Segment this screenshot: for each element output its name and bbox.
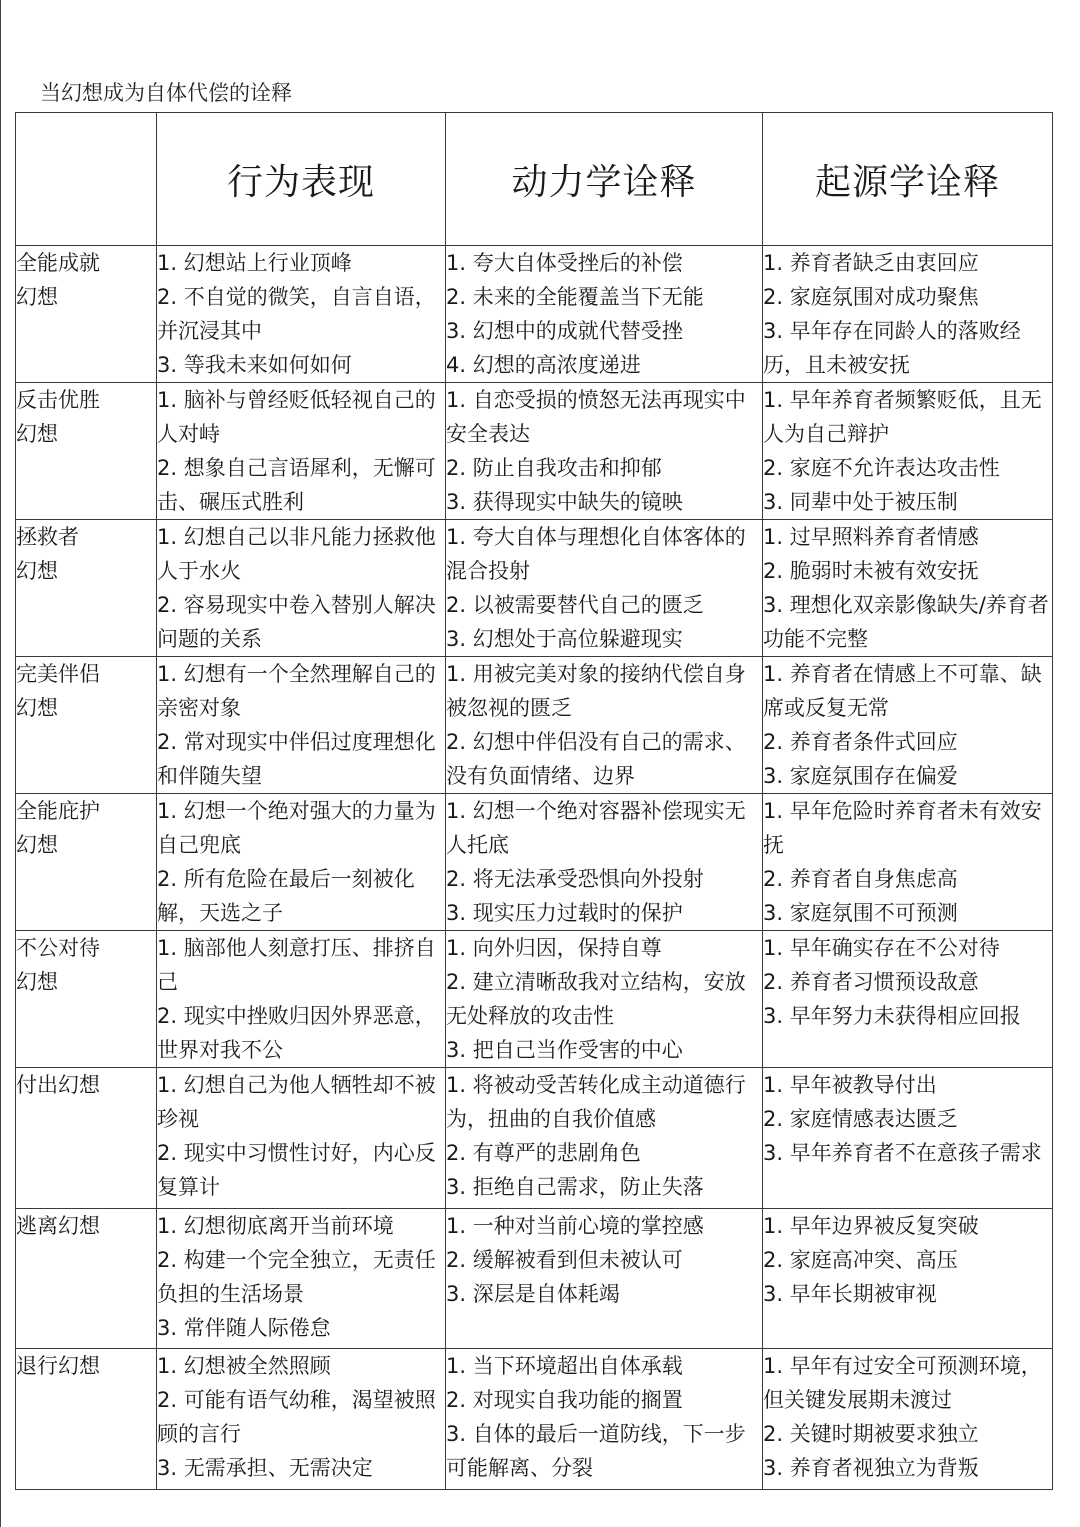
dynamics-item: 1. 幻想一个绝对容器补偿现实无人托底 — [446, 799, 746, 857]
dynamics-cell — [446, 794, 763, 931]
dynamics-item: 2. 幻想中伴侣没有自己的需求、没有负面情绪、边界 — [446, 730, 746, 788]
dynamics-item: 2. 防止自我攻击和抑郁 — [446, 456, 662, 480]
origin-item: 1. 早年危险时养育者未有效安抚 — [763, 799, 1042, 857]
dynamics-cell — [446, 931, 763, 1068]
behavior-cell — [157, 520, 446, 657]
row-label-line: 不公对待 — [16, 936, 100, 960]
dynamics-item: 2. 缓解被看到但未被认可 — [446, 1248, 683, 1272]
row-label — [16, 520, 157, 657]
behavior-item: 1. 幻想一个绝对强大的力量为自己兜底 — [157, 799, 436, 857]
behavior-item: 2. 现实中挫败归因外界恶意，世界对我不公 — [157, 1004, 436, 1062]
dynamics-item: 2. 建立清晰敌我对立结构，安放无处释放的攻击性 — [446, 970, 746, 1028]
table-row — [16, 1068, 1053, 1209]
dynamics-item: 3. 自体的最后一道防线，下一步可能解离、分裂 — [446, 1422, 746, 1480]
origin-item: 3. 早年存在同龄人的落败经历，且未被安抚 — [763, 319, 1021, 377]
origin-item: 2. 家庭氛围对成功聚焦 — [763, 285, 979, 309]
header-corner-cell — [16, 113, 157, 246]
origin-item: 2. 脆弱时未被有效安抚 — [763, 559, 979, 583]
dynamics-item: 1. 夸大自体与理想化自体客体的混合投射 — [446, 525, 746, 583]
behavior-item: 3. 常伴随人际倦怠 — [157, 1316, 331, 1340]
dynamics-item: 1. 用被完美对象的接纳代偿自身被忽视的匮乏 — [446, 662, 746, 720]
header-origin: 起源学诠释 — [763, 113, 1053, 246]
row-label-line: 幻想 — [16, 833, 58, 857]
row-label-line: 幻想 — [16, 285, 58, 309]
behavior-item: 1. 幻想自己以非凡能力拯救他人于水火 — [157, 525, 436, 583]
behavior-cell — [157, 1209, 446, 1349]
origin-item: 1. 早年有过安全可预测环境，但关键发展期未渡过 — [763, 1354, 1042, 1412]
origin-cell — [763, 1209, 1053, 1349]
table-row — [16, 383, 1053, 520]
origin-item: 2. 养育者自身焦虑高 — [763, 867, 958, 891]
origin-cell — [763, 794, 1053, 931]
table-row — [16, 794, 1053, 931]
dynamics-cell — [446, 246, 763, 383]
behavior-item: 2. 想象自己言语犀利，无懈可击、碾压式胜利 — [157, 456, 436, 514]
dynamics-item: 3. 幻想中的成就代替受挫 — [446, 319, 683, 343]
behavior-item: 1. 脑补与曾经贬低轻视自己的人对峙 — [157, 388, 436, 446]
behavior-item: 2. 现实中习惯性讨好，内心反复算计 — [157, 1141, 436, 1199]
table-row — [16, 931, 1053, 1068]
origin-cell — [763, 246, 1053, 383]
document-title: 当幻想成为自体代偿的诠释 — [40, 81, 292, 105]
origin-item: 3. 家庭氛围存在偏爱 — [763, 764, 958, 788]
behavior-item: 1. 幻想有一个全然理解自己的亲密对象 — [157, 662, 436, 720]
behavior-item: 2. 常对现实中伴侣过度理想化和伴随失望 — [157, 730, 436, 788]
dynamics-item: 3. 现实压力过载时的保护 — [446, 901, 683, 925]
row-label-line: 反击优胜 — [16, 388, 100, 412]
origin-item: 3. 早年长期被审视 — [763, 1282, 937, 1306]
origin-item: 3. 早年养育者不在意孩子需求 — [763, 1141, 1042, 1165]
row-label — [16, 794, 157, 931]
row-label-line: 拯救者 — [16, 525, 79, 549]
row-label: 逃离幻想 — [16, 1209, 157, 1349]
origin-item: 1. 早年养育者频繁贬低，且无人为自己辩护 — [763, 388, 1042, 446]
origin-item: 2. 养育者习惯预设敌意 — [763, 970, 979, 994]
dynamics-item: 3. 深层是自体耗竭 — [446, 1282, 620, 1306]
dynamics-item: 3. 获得现实中缺失的镜映 — [446, 490, 683, 514]
origin-item: 3. 家庭氛围不可预测 — [763, 901, 958, 925]
dynamics-item: 2. 对现实自我功能的搁置 — [446, 1388, 683, 1412]
origin-item: 3. 养育者视独立为背叛 — [763, 1456, 979, 1480]
dynamics-item: 3. 幻想处于高位躲避现实 — [446, 627, 683, 651]
origin-cell — [763, 520, 1053, 657]
origin-item: 1. 过早照料养育者情感 — [763, 525, 979, 549]
header-behavior: 行为表现 — [157, 113, 446, 246]
table-header-row — [16, 113, 1053, 246]
table-row — [16, 657, 1053, 794]
dynamics-cell — [446, 657, 763, 794]
behavior-item: 2. 容易现实中卷入替别人解决问题的关系 — [157, 593, 436, 651]
header-dynamics: 动力学诠释 — [446, 113, 763, 246]
origin-cell — [763, 1068, 1053, 1209]
dynamics-item: 1. 将被动受苦转化成主动道德行为，扭曲的自我价值感 — [446, 1073, 746, 1131]
dynamics-item: 2. 有尊严的悲剧角色 — [446, 1141, 641, 1165]
dynamics-item: 1. 向外归因，保持自尊 — [446, 936, 662, 960]
origin-item: 1. 养育者缺乏由衷回应 — [763, 251, 979, 275]
origin-cell — [763, 1349, 1053, 1490]
origin-cell — [763, 383, 1053, 520]
origin-item: 1. 早年边界被反复突破 — [763, 1214, 979, 1238]
dynamics-cell — [446, 383, 763, 520]
behavior-cell — [157, 1349, 446, 1490]
row-label — [16, 246, 157, 383]
origin-cell — [763, 931, 1053, 1068]
row-label: 退行幻想 — [16, 1349, 157, 1490]
table-row — [16, 1209, 1053, 1349]
row-label-line: 幻想 — [16, 696, 58, 720]
dynamics-cell — [446, 1349, 763, 1490]
table-row — [16, 246, 1053, 383]
behavior-cell — [157, 657, 446, 794]
table-body — [16, 246, 1053, 1490]
row-label-line: 幻想 — [16, 559, 58, 583]
behavior-cell — [157, 794, 446, 931]
origin-item: 2. 家庭高冲突、高压 — [763, 1248, 958, 1272]
dynamics-cell — [446, 520, 763, 657]
behavior-item: 1. 脑部他人刻意打压、排挤自己 — [157, 936, 436, 994]
origin-item: 1. 早年确实存在不公对待 — [763, 936, 1000, 960]
behavior-item: 1. 幻想被全然照顾 — [157, 1354, 331, 1378]
dynamics-cell — [446, 1209, 763, 1349]
origin-item: 3. 理想化双亲影像缺失/养育者功能不完整 — [763, 593, 1049, 651]
row-label — [16, 657, 157, 794]
origin-item: 1. 早年被教导付出 — [763, 1073, 937, 1097]
dynamics-item: 1. 一种对当前心境的掌控感 — [446, 1214, 704, 1238]
row-label-line: 幻想 — [16, 422, 58, 446]
row-label — [16, 383, 157, 520]
behavior-item: 3. 无需承担、无需决定 — [157, 1456, 373, 1480]
row-label-line: 全能庇护 — [16, 799, 100, 823]
dynamics-cell — [446, 1068, 763, 1209]
dynamics-item: 3. 拒绝自己需求，防止失落 — [446, 1175, 704, 1199]
behavior-item: 1. 幻想彻底离开当前环境 — [157, 1214, 394, 1238]
row-label-line: 幻想 — [16, 970, 58, 994]
behavior-item: 2. 所有危险在最后一刻被化解，天选之子 — [157, 867, 415, 925]
row-label-line: 完美伴侣 — [16, 662, 100, 686]
row-label: 付出幻想 — [16, 1068, 157, 1209]
behavior-item: 2. 不自觉的微笑，自言自语，并沉浸其中 — [157, 285, 436, 343]
origin-item: 3. 早年努力未获得相应回报 — [763, 1004, 1021, 1028]
fantasy-interpretation-table — [15, 112, 1053, 1490]
row-label-line: 全能成就 — [16, 251, 100, 275]
origin-item: 1. 养育者在情感上不可靠、缺席或反复无常 — [763, 662, 1042, 720]
behavior-item: 2. 构建一个完全独立，无责任负担的生活场景 — [157, 1248, 436, 1306]
origin-item: 2. 家庭情感表达匮乏 — [763, 1107, 958, 1131]
dynamics-item: 2. 将无法承受恐惧向外投射 — [446, 867, 704, 891]
dynamics-item: 2. 以被需要替代自己的匮乏 — [446, 593, 704, 617]
behavior-cell — [157, 383, 446, 520]
table-row — [16, 520, 1053, 657]
dynamics-item: 3. 把自己当作受害的中心 — [446, 1038, 683, 1062]
origin-item: 2. 养育者条件式回应 — [763, 730, 958, 754]
dynamics-item: 1. 夸大自体受挫后的补偿 — [446, 251, 683, 275]
behavior-item: 3. 等我未来如何如何 — [157, 353, 352, 377]
behavior-item: 1. 幻想自己为他人牺牲却不被珍视 — [157, 1073, 436, 1131]
behavior-cell — [157, 931, 446, 1068]
origin-item: 2. 家庭不允许表达攻击性 — [763, 456, 1000, 480]
dynamics-item: 1. 当下环境超出自体承载 — [446, 1354, 683, 1378]
origin-item: 2. 关键时期被要求独立 — [763, 1422, 979, 1446]
dynamics-item: 4. 幻想的高浓度递进 — [446, 353, 641, 377]
row-label — [16, 931, 157, 1068]
origin-cell — [763, 657, 1053, 794]
table-row — [16, 1349, 1053, 1490]
dynamics-item: 2. 未来的全能覆盖当下无能 — [446, 285, 704, 309]
behavior-item: 1. 幻想站上行业顶峰 — [157, 251, 352, 275]
behavior-cell — [157, 1068, 446, 1209]
page-left-edge — [0, 0, 1, 1527]
behavior-item: 2. 可能有语气幼稚，渴望被照顾的言行 — [157, 1388, 436, 1446]
dynamics-item: 1. 自恋受损的愤怒无法再现实中安全表达 — [446, 388, 746, 446]
behavior-cell — [157, 246, 446, 383]
origin-item: 3. 同辈中处于被压制 — [763, 490, 958, 514]
